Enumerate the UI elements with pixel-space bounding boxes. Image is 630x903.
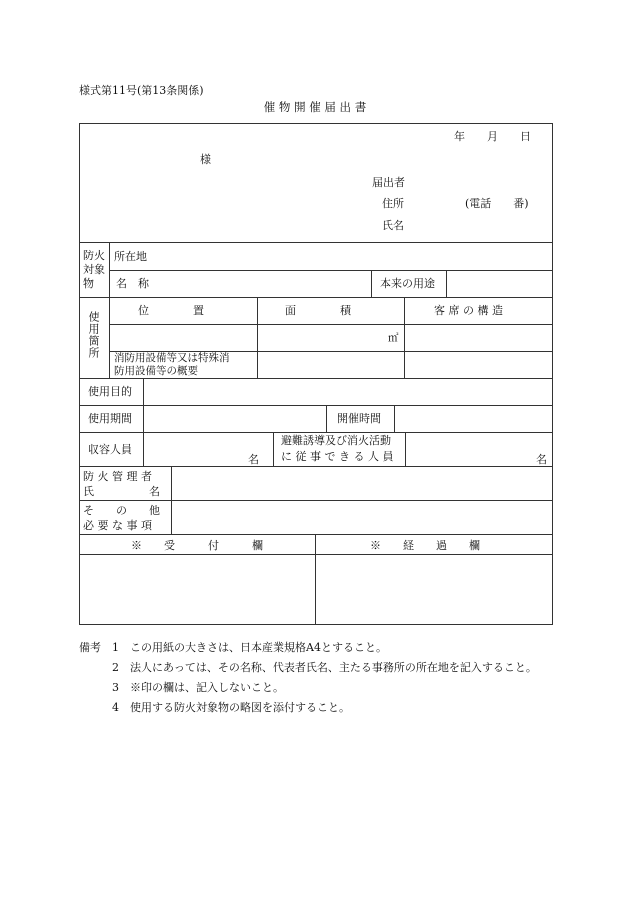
rule-usage-header bbox=[109, 324, 552, 325]
other-label-1: そ の 他 bbox=[83, 504, 160, 517]
structure-header: 客 席 の 構 造 bbox=[434, 304, 503, 317]
address-label: 住所 bbox=[382, 197, 404, 210]
area-header: 面 積 bbox=[285, 304, 351, 317]
note-number: 2 bbox=[112, 661, 119, 674]
rule-name-divider bbox=[371, 270, 372, 297]
staff-label-1: 避難誘導及び消火活動 bbox=[281, 434, 391, 447]
rule-office-divider bbox=[315, 534, 316, 624]
note-text: ※印の欄は、記入しないこと。 bbox=[130, 681, 284, 694]
other-label-2: 必 要 な 事 項 bbox=[83, 519, 152, 532]
list-item bbox=[79, 678, 537, 698]
note-number: 3 bbox=[112, 681, 119, 694]
list-item bbox=[79, 658, 537, 678]
position-header: 位 置 bbox=[138, 304, 204, 317]
name-label: 氏名 bbox=[382, 219, 404, 232]
location-label: 所在地 bbox=[114, 250, 147, 263]
rule-use-divider bbox=[446, 270, 447, 297]
rule-usage-end bbox=[79, 378, 553, 379]
rule-fire-object-end bbox=[79, 297, 553, 298]
table-bottom-border bbox=[79, 624, 553, 625]
date-label: 年 月 日 bbox=[454, 130, 531, 143]
usage-area-label: 使用箇所 bbox=[87, 311, 100, 359]
rule-capacity-divider bbox=[273, 432, 274, 466]
rule-hours-divider bbox=[394, 405, 395, 432]
manager-label-1: 防 火 管 理 者 bbox=[83, 470, 152, 483]
rule-office-header bbox=[79, 554, 553, 555]
manager-label-2: 氏 名 bbox=[83, 485, 160, 498]
rule-manager-column bbox=[171, 466, 172, 534]
rule-manager bbox=[79, 500, 553, 501]
equipment-label-2: 防用設備等の概要 bbox=[114, 365, 198, 377]
note-text: 法人にあっては、その名称、代表者氏名、主たる事務所の所在地を記入すること。 bbox=[130, 661, 537, 674]
capacity-unit: 名 bbox=[248, 453, 259, 466]
equipment-label-1: 消防用設備等又は特殊消 bbox=[114, 352, 230, 364]
rule-other bbox=[79, 534, 553, 535]
notes-label: 備考 bbox=[79, 641, 101, 654]
list-item bbox=[79, 638, 537, 658]
staff-label-2: に 従 事 で き る 人 員 bbox=[281, 450, 394, 463]
reception-header: ※ 受 付 欄 bbox=[131, 539, 263, 552]
original-use-label: 本来の用途 bbox=[380, 277, 435, 290]
note-text: この用紙の大きさは、日本産業規格A4とすること。 bbox=[130, 641, 387, 654]
rule-position-divider bbox=[257, 297, 258, 378]
purpose-label: 使用目的 bbox=[88, 385, 132, 398]
rule-period bbox=[79, 432, 553, 433]
table-top-border bbox=[79, 123, 553, 124]
form-number: 様式第11号(第13条関係) bbox=[79, 84, 204, 97]
phone-label: (電話 番) bbox=[465, 197, 529, 210]
list-item bbox=[79, 698, 537, 718]
note-number: 4 bbox=[112, 701, 119, 714]
area-unit: ㎡ bbox=[388, 332, 399, 344]
rule-period-divider bbox=[326, 405, 327, 432]
addressee-suffix: 様 bbox=[200, 153, 211, 166]
capacity-label: 収容人員 bbox=[88, 443, 132, 456]
hours-label: 開催時間 bbox=[337, 412, 381, 425]
table-left-border bbox=[79, 123, 80, 624]
fire-object-label-3: 物 bbox=[83, 277, 94, 290]
rule-area-divider bbox=[404, 297, 405, 378]
fire-object-label-2: 対象 bbox=[83, 263, 105, 276]
staff-unit: 名 bbox=[536, 453, 547, 466]
note-text: 使用する防火対象物の略図を添付すること。 bbox=[130, 701, 350, 714]
table-right-border bbox=[552, 123, 553, 625]
rule-staff-divider bbox=[405, 432, 406, 466]
rule-header-end bbox=[79, 242, 553, 243]
rule-purpose bbox=[79, 405, 553, 406]
rule-location bbox=[109, 270, 552, 271]
rule-section-label bbox=[109, 242, 110, 378]
note-number: 1 bbox=[112, 641, 119, 654]
progress-header: ※ 経 過 欄 bbox=[370, 539, 480, 552]
period-label: 使用期間 bbox=[88, 412, 132, 425]
document-title: 催 物 開 催 届 出 書 bbox=[263, 100, 367, 114]
object-name-label: 名 称 bbox=[116, 277, 149, 290]
rule-capacity bbox=[79, 466, 553, 467]
fire-object-label-1: 防火 bbox=[83, 249, 105, 262]
notes-section bbox=[79, 638, 537, 718]
notifier-label: 届出者 bbox=[372, 176, 405, 189]
rule-label-column bbox=[143, 378, 144, 466]
